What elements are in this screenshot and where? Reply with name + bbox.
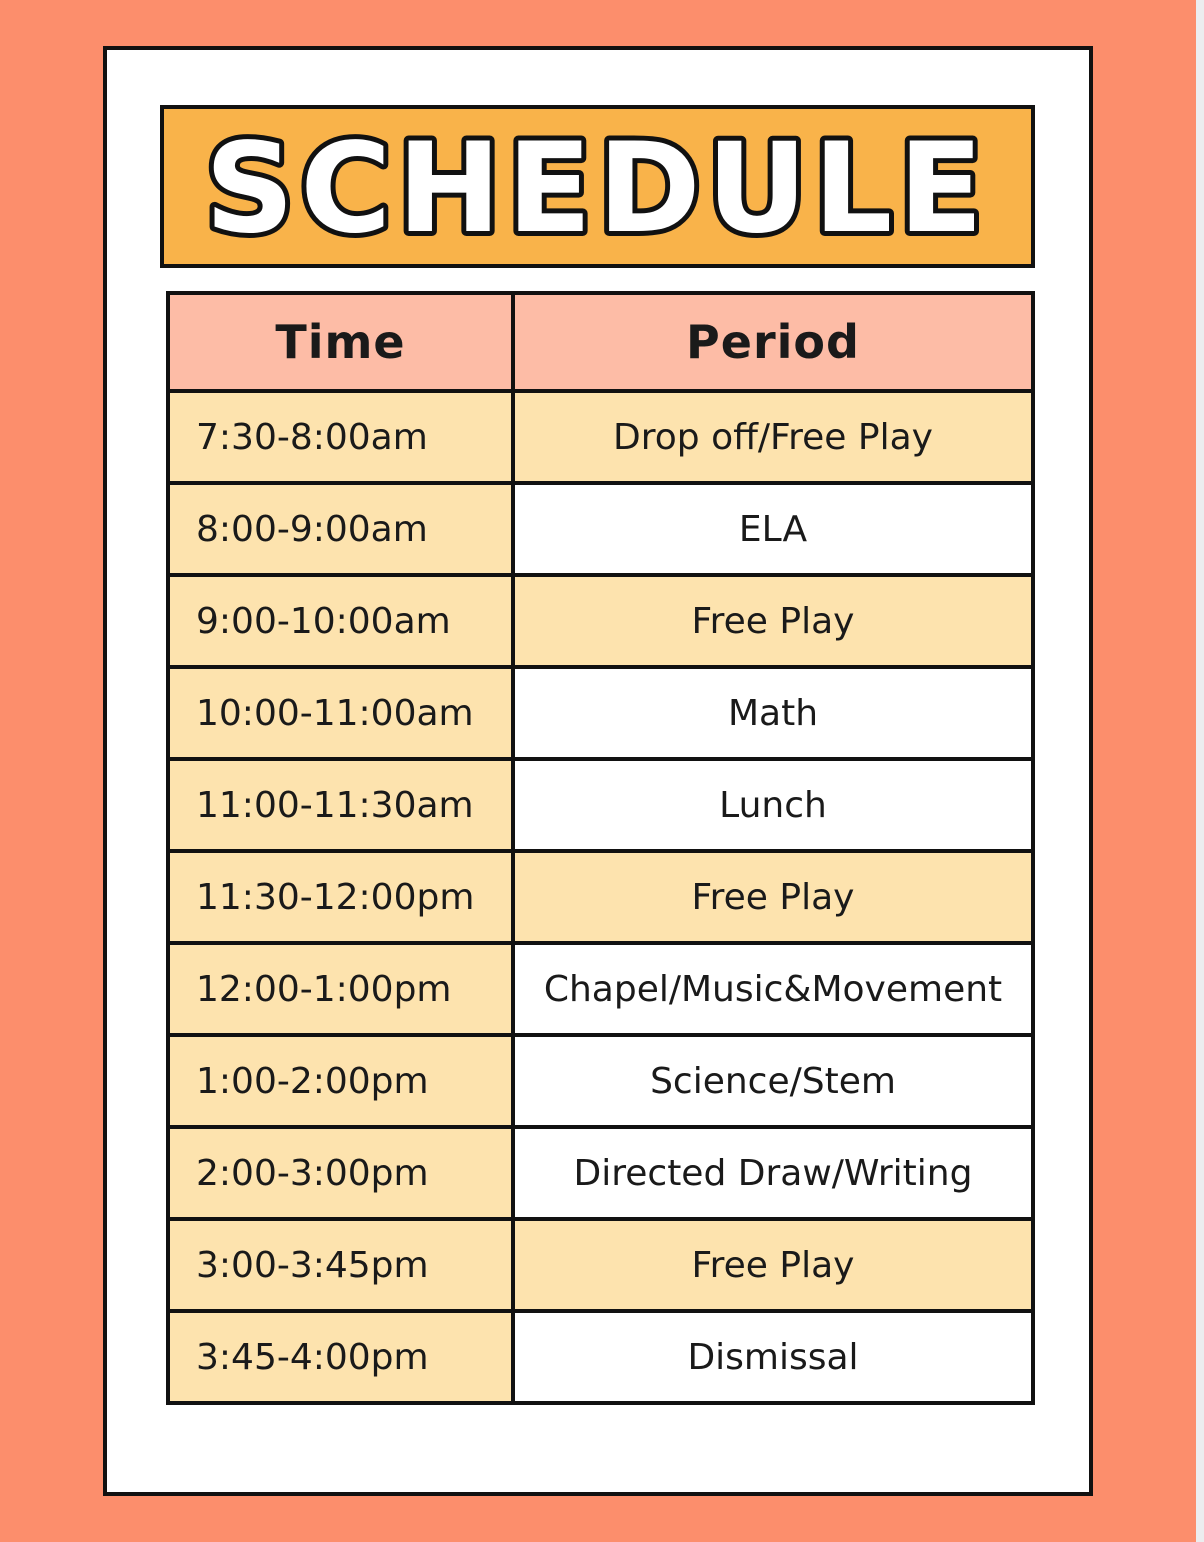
table-row	[170, 853, 1031, 941]
time-cell: 2:00-3:00pm	[170, 1129, 511, 1217]
period-cell: ELA	[515, 485, 1031, 573]
table-row	[170, 577, 1031, 665]
table-row	[170, 669, 1031, 757]
period-cell: Directed Draw/Writing	[515, 1129, 1031, 1217]
period-cell: Free Play	[515, 853, 1031, 941]
period-cell: Dismissal	[515, 1313, 1031, 1401]
time-cell: 3:45-4:00pm	[170, 1313, 511, 1401]
time-cell: 8:00-9:00am	[170, 485, 511, 573]
table-header-row	[170, 295, 1031, 389]
table-row	[170, 485, 1031, 573]
period-cell: Science/Stem	[515, 1037, 1031, 1125]
right-edge-strip	[1196, 0, 1204, 1542]
table-row	[170, 761, 1031, 849]
table-row	[170, 1129, 1031, 1217]
time-cell: 11:00-11:30am	[170, 761, 511, 849]
schedule-banner	[160, 105, 1035, 268]
time-cell: 7:30-8:00am	[170, 393, 511, 481]
poster-page	[103, 46, 1093, 1496]
period-cell: Lunch	[515, 761, 1031, 849]
time-cell: 9:00-10:00am	[170, 577, 511, 665]
period-cell: Chapel/Music&Movement	[515, 945, 1031, 1033]
time-cell: 10:00-11:00am	[170, 669, 511, 757]
time-cell: 11:30-12:00pm	[170, 853, 511, 941]
time-cell: 3:00-3:45pm	[170, 1221, 511, 1309]
column-header-time: Time	[170, 295, 511, 389]
column-header-period: Period	[515, 295, 1031, 389]
table-row	[170, 393, 1031, 481]
table-row	[170, 1313, 1031, 1401]
time-cell: 12:00-1:00pm	[170, 945, 511, 1033]
period-cell: Drop off/Free Play	[515, 393, 1031, 481]
table-row	[170, 945, 1031, 1033]
period-cell: Math	[515, 669, 1031, 757]
period-cell: Free Play	[515, 577, 1031, 665]
schedule-title-art	[164, 109, 1031, 264]
schedule-table	[166, 291, 1035, 1405]
time-cell: 1:00-2:00pm	[170, 1037, 511, 1125]
table-row	[170, 1037, 1031, 1125]
table-row	[170, 1221, 1031, 1309]
schedule-title: SCHEDULE	[204, 117, 990, 261]
period-cell: Free Play	[515, 1221, 1031, 1309]
